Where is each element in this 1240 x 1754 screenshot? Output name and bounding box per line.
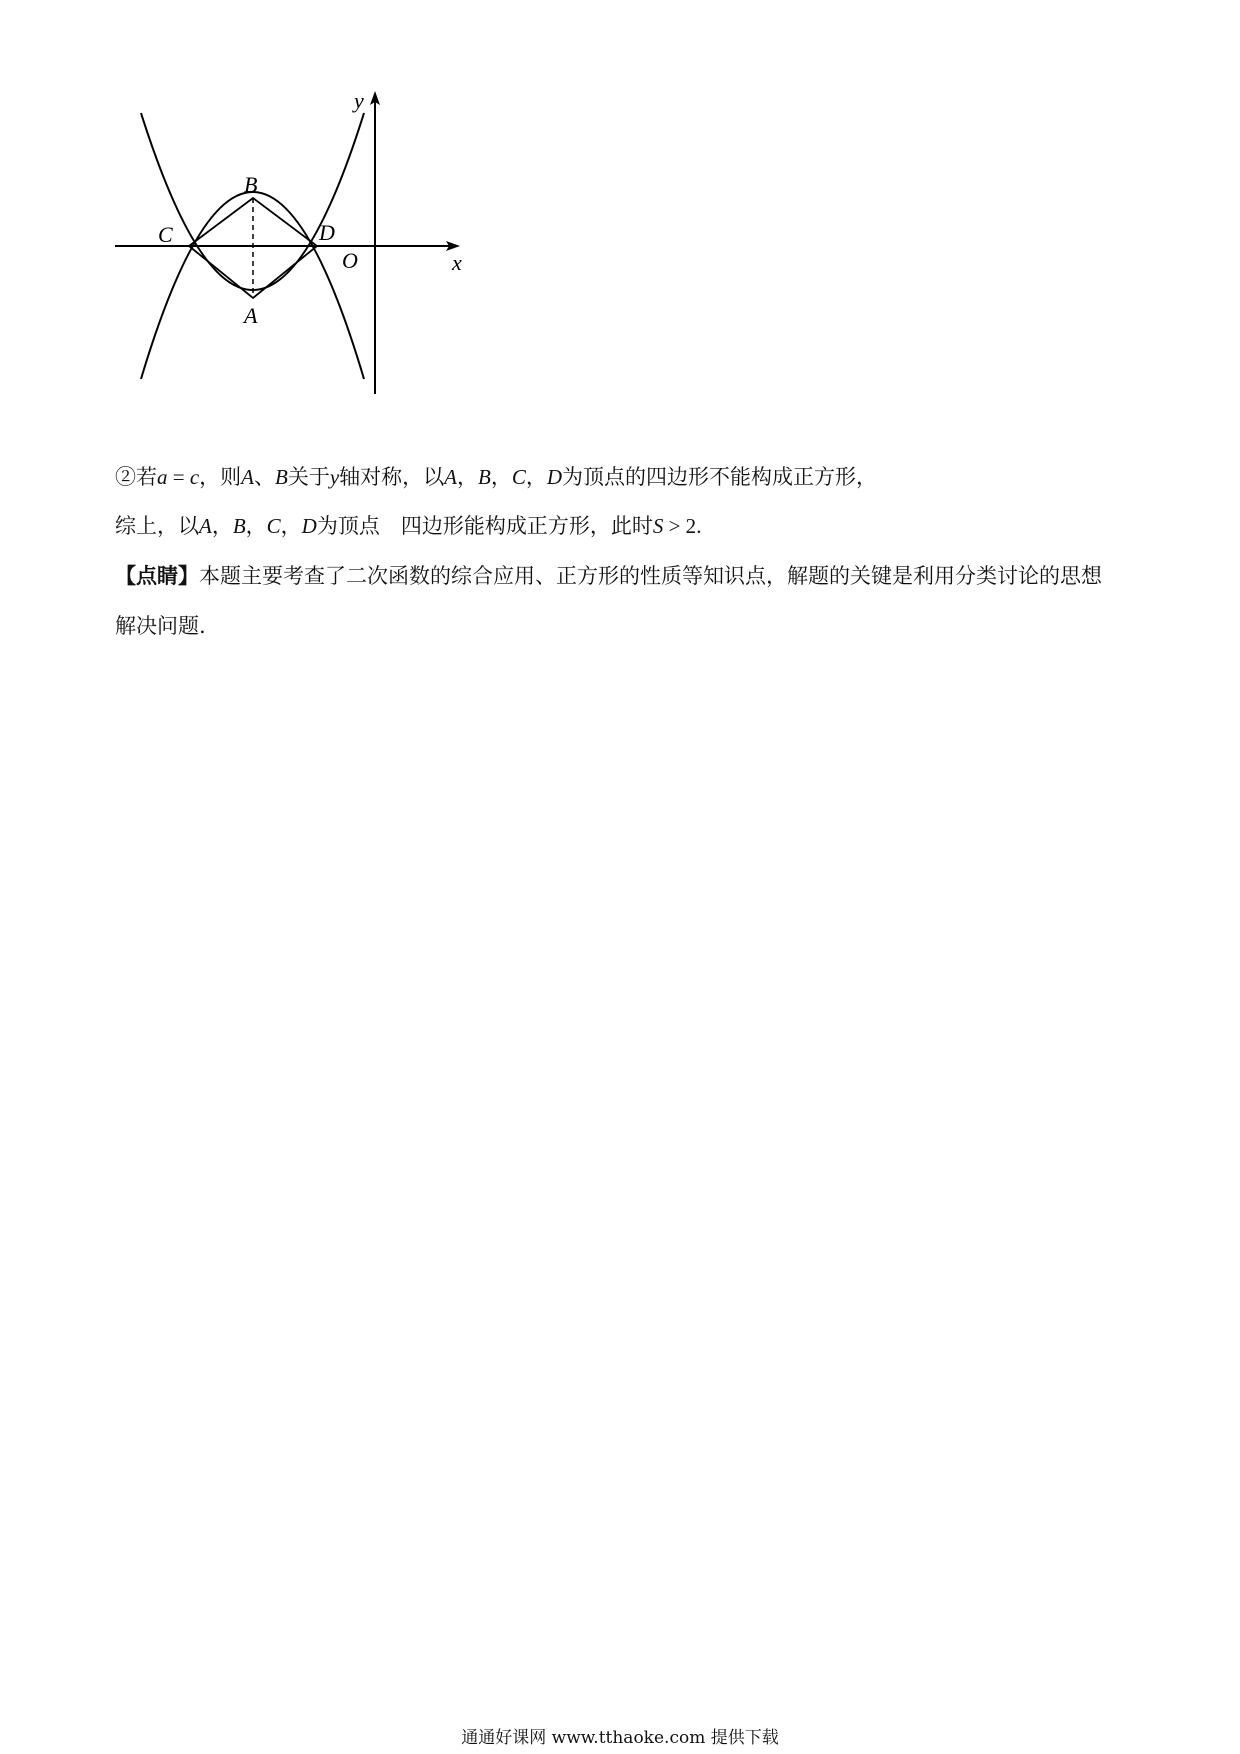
point-C: C	[266, 514, 281, 538]
point-B: B	[232, 514, 246, 538]
text-ze: ，则	[199, 465, 242, 489]
page-footer: 通通好课网 www.tthaoke.com 提供下载	[461, 1728, 779, 1748]
period: .	[696, 514, 702, 538]
comment-text-end: 解决问题.	[115, 614, 206, 638]
case-two-line	[115, 462, 877, 492]
var-y: y	[329, 465, 340, 489]
inequality: > 2	[663, 514, 697, 538]
label-x: x	[452, 250, 462, 275]
point-B2: B	[477, 465, 491, 489]
text-ruo: 若	[136, 465, 157, 489]
comment-line-end	[115, 611, 206, 641]
comma1: ，	[211, 514, 233, 538]
comment-bracket: 【点睛】	[115, 563, 199, 588]
circle-number: ②	[115, 465, 136, 489]
text-square-possible: 为顶点 四边形能构成正方形，此时	[316, 514, 653, 538]
label-B: B	[244, 172, 258, 197]
text-conclusion: 为顶点的四边形不能构成正方形，	[562, 465, 877, 489]
comma3: ，	[525, 465, 547, 489]
comma1: ，	[456, 465, 478, 489]
point-A2: A	[444, 465, 457, 489]
comment-text: 本题主要考查了二次函数的综合应用、正方形的性质等知识点，解题的关键是利用分类讨论的思想	[199, 564, 1102, 588]
var-a: a	[157, 465, 168, 489]
parabola-square-figure	[100, 88, 500, 438]
var-c: c	[189, 465, 200, 489]
summary-line	[115, 511, 701, 541]
sep: 、	[254, 465, 275, 489]
comment-line	[115, 561, 1102, 591]
text-guanyu: 关于	[287, 465, 330, 489]
label-origin: O	[342, 248, 358, 273]
var-S: S	[652, 514, 664, 538]
point-A: A	[241, 465, 254, 489]
graph-svg	[100, 88, 500, 438]
comma2: ，	[490, 465, 512, 489]
point-D: D	[546, 465, 562, 489]
comma2: ，	[245, 514, 267, 538]
text-zongshang: 综上，以	[115, 514, 199, 538]
comma3: ，	[280, 514, 302, 538]
point-C: C	[511, 465, 526, 489]
label-y: y	[354, 88, 364, 113]
label-D: D	[319, 220, 335, 245]
point-B: B	[275, 465, 288, 489]
text-axis-sym: 轴对称，以	[339, 465, 445, 489]
label-C: C	[158, 222, 173, 247]
eq-sign: =	[167, 465, 190, 489]
point-D: D	[301, 514, 317, 538]
point-A: A	[199, 514, 212, 538]
label-A: A	[244, 303, 258, 328]
